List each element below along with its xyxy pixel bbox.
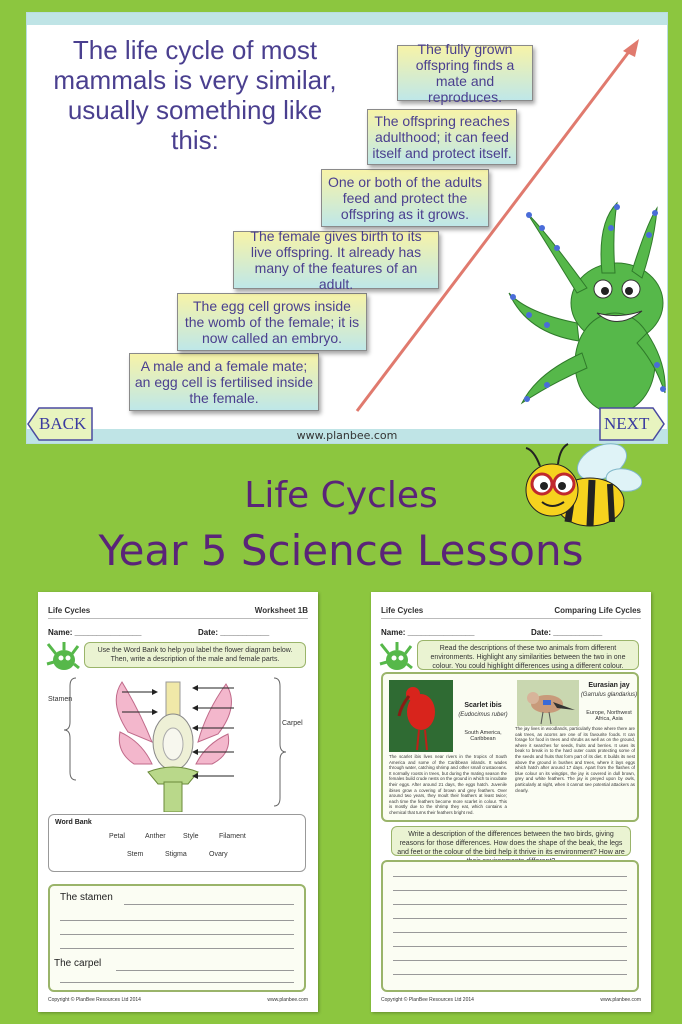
question-box: Write a description of the differences between the two birds, giving reasons for those differences. How does the shape of the beak, the legs and feet or the colour of the bird help it thrive in its environment? How are: [391, 826, 631, 856]
bird2-latin: (Garrulus glandarius): [580, 692, 638, 698]
lesson-slide: [26, 12, 668, 444]
copyright: Copyright © PlanBee Resources Ltd 2014: [381, 997, 474, 1003]
worksheet-header-right: Worksheet 1B: [254, 606, 308, 615]
life-cycle-step-2: The egg cell grows inside the womb of the female; it is now called an embryo.: [177, 293, 367, 351]
word-bank-item: Filament: [219, 833, 246, 840]
life-cycle-step-1: A male and a female mate; an egg cell is fertilised inside the female.: [129, 353, 319, 411]
bird1-location: South America, Caribbean: [464, 730, 502, 742]
next-button[interactable]: [599, 407, 665, 441]
page-title-line-2: Year 5 Science Lessons: [98, 526, 584, 575]
copyright: Copyright © PlanBee Resources Ltd 2014: [48, 997, 141, 1003]
worksheet-flower-parts: [38, 592, 318, 1012]
worksheet-footer: [48, 997, 308, 1003]
worksheet-header: [48, 606, 308, 619]
instruction-box: Use the Word Bank to help you label the flower diagram below. Then, write a description of the male and female parts.: [84, 642, 306, 668]
worksheet-footer: [381, 997, 641, 1003]
name-field: Name: _______________: [48, 628, 142, 637]
worksheet-header-left: Life Cycles: [48, 606, 91, 615]
bird2-description: The jay lives in woodlands, particularly those where there are oak trees, as acorns are one of its favourite foods. It can forage for food in trees and shrubs as well as on the ground, where it searches for seeds, fruits and berries. It uses its beak to break in to the hard outer coats protecting some of the seeds and fruits that form part of its diet. It builds its nest above the ground in bushes and trees, where it lays eggs which hatch after around 17 days. Apart from the flashes of blue colour on its wingtips, the jay is covered in dull brown, grey and white feathers. The jay is preyed upon by owls, particularly at night, when it cannot see potential attackers as clearly.: [515, 726, 635, 793]
name-field: Name: _______________: [381, 628, 475, 637]
instruction-box: Read the descriptions of these two animals from different environments. Highlight any similarities between the two in one colour. You could highlight differences using a different colour.: [417, 640, 639, 670]
worksheet-header-right: Comparing Life Cycles: [554, 606, 641, 615]
word-bank: [48, 814, 306, 872]
back-button[interactable]: [27, 407, 93, 441]
life-cycle-step-6: The fully grown offspring finds a mate and reproduces.: [397, 45, 533, 101]
writing-area[interactable]: [381, 860, 639, 992]
flower-diagram: [48, 672, 308, 812]
bee-mascot-icon: [512, 440, 642, 540]
footer-website: www.planbee.com: [600, 997, 641, 1003]
bird-comparison-panel: [381, 672, 639, 822]
monster-mascot-icon: [507, 193, 667, 429]
word-bank-item: Style: [183, 833, 199, 840]
monster-small-icon: [379, 640, 413, 674]
page-title-line-1: Life Cycles: [244, 475, 438, 516]
footer-website: www.planbee.com: [267, 997, 308, 1003]
bird1-name: Scarlet ibis: [464, 702, 502, 709]
write-label-carpel: The carpel: [54, 958, 102, 969]
word-bank-item: Stigma: [165, 851, 187, 858]
date-field: Date: ___________: [531, 628, 603, 637]
word-bank-item: Stem: [127, 851, 144, 858]
worksheet-header-left: Life Cycles: [381, 606, 424, 615]
word-bank-item: Petal: [109, 833, 125, 840]
label-stamen: Stamen: [48, 696, 73, 703]
date-field: Date: ___________: [198, 628, 270, 637]
word-bank-label: Word Bank: [55, 819, 92, 826]
bird2-name: Eurasian jay: [588, 682, 630, 689]
slide-intro-text: The life cycle of most mammals is very similar, usually something like this:: [53, 35, 337, 155]
life-cycle-step-3: The female gives birth to its live offspring. It already has many of the features of an adult.: [233, 231, 439, 289]
life-cycle-step-4: One or both of the adults feed and protect the offspring as it grows.: [321, 169, 489, 227]
back-label: BACK: [39, 414, 87, 433]
scarlet-ibis-photo: [389, 680, 453, 752]
worksheet-header: [381, 606, 641, 619]
word-bank-item: Anther: [145, 833, 166, 840]
worksheet-comparing-life-cycles: [371, 592, 651, 1012]
slide-website: www.planbee.com: [296, 429, 398, 442]
eurasian-jay-photo: [517, 680, 579, 726]
writing-area[interactable]: [48, 884, 306, 992]
life-cycle-step-5: The offspring reaches adulthood; it can feed itself and protect itself.: [367, 109, 517, 165]
bird1-latin: (Eudocimus ruber): [458, 712, 508, 718]
next-label: NEXT: [604, 414, 650, 433]
bird1-description: The scarlet ibis lives near rivers in the tropics of South America and some of the Caribbean islands. It wades through water, catching shrimp and other small crustaceans. It normally roosts in trees, but during the mating season the females build crude nests on the ground in which to incubate their eggs. After around 21 days, the eggs hatch. Juvenile ibises grow a covering of brown and grey feathers. Over around two years, they moult their feathers at least twice; each time the feathers become more scarlet in colour. This is mostly due to the shrimp they eat, which contains a chemical that turns their feathers bright red.: [389, 754, 507, 815]
monster-small-icon: [46, 640, 80, 674]
write-label-stamen: The stamen: [60, 892, 113, 903]
label-carpel: Carpel: [282, 720, 303, 727]
bird2-location: Europe, Northwest Africa, Asia: [586, 710, 632, 722]
word-bank-item: Ovary: [209, 851, 228, 858]
